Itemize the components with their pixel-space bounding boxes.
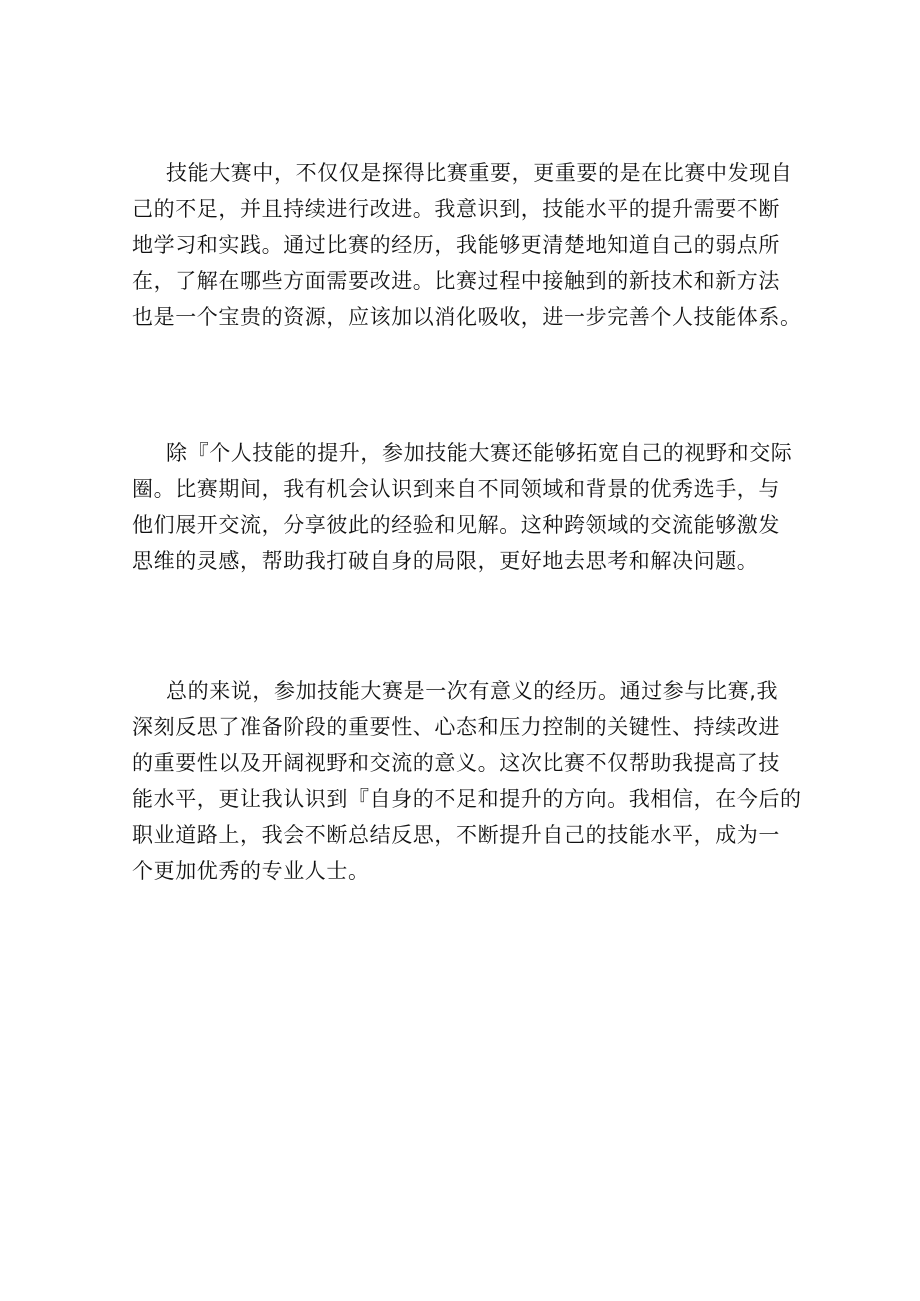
paragraph-line: 他们展开交流，分享彼此的经验和见解。这种跨领域的交流能够激发 (132, 513, 780, 537)
paragraph-line: 能水平，更让我认识到『自身的不足和提升的方向。我相信，在今后的 (132, 787, 802, 811)
paragraph-line: 总的来说，参加技能大赛是一次有意义的经历。通过参与比赛,我 (166, 679, 779, 703)
paragraph-line: 职业道路上，我会不断总结反思，不断提升自己的技能水平，成为一 (132, 823, 780, 847)
paragraph-line: 思维的灵感，帮助我打破自身的局限，更好地去思考和解决问题。 (132, 549, 759, 573)
paragraph-line: 个更加优秀的专业人士。 (132, 859, 370, 883)
paragraph-line: 除『个人技能的提升，参加技能大赛还能够拓宽自己的视野和交际 (166, 441, 793, 465)
paragraph-2 (132, 435, 802, 579)
paragraph-1 (132, 155, 802, 335)
paragraph-line: 己的不足，并且持续进行改进。我意识到，技能水平的提升需要不断 (132, 197, 780, 221)
paragraph-line: 在，了解在哪些方面需要改进。比赛过程中接触到的新技术和新方法 (132, 269, 780, 293)
paragraph-line: 技能大赛中，不仅仅是探得比赛重要，更重要的是在比赛中发现自 (166, 161, 793, 185)
paragraph-line: 深刻反思了准备阶段的重要性、心态和压力控制的关键性、持续改进 (132, 715, 780, 739)
paragraph-line: 的重要性以及开阔视野和交流的意义。这次比赛不仅帮助我提高了技 (132, 751, 780, 775)
paragraph-line: 地学习和实践。通过比赛的经历，我能够更清楚地知道自己的弱点所 (132, 233, 780, 257)
paragraph-3 (132, 673, 802, 889)
paragraph-line: 圈。比赛期间，我有机会认识到来自不同领域和背景的优秀选手，与 (132, 477, 780, 501)
paragraph-line: 也是一个宝贵的资源，应该加以消化吸收，进一步完善个人技能体系。 (132, 305, 802, 329)
